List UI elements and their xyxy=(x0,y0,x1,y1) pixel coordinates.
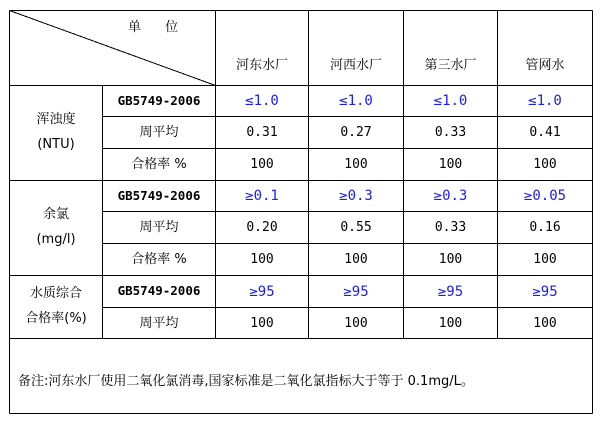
table-cell: ≥0.3 xyxy=(433,188,468,204)
table-cell: 100 xyxy=(438,315,463,331)
table-cell: 100 xyxy=(438,252,463,267)
table-cell: 100 xyxy=(344,252,368,267)
table-cell: 0.33 xyxy=(434,125,467,140)
table-cell: ≥0.3 xyxy=(339,188,373,204)
table-cell: 100 xyxy=(344,157,368,172)
table-cell: 0.27 xyxy=(340,125,372,140)
row-label: GB5749-2006 xyxy=(117,187,201,203)
table-cell: 100 xyxy=(250,315,274,331)
table-cell: ≤1.0 xyxy=(245,93,279,109)
header-col-hedong: 河东水厂 xyxy=(235,57,288,73)
row-label: 周平均 xyxy=(139,220,179,235)
header-col-guanwang: 管网水 xyxy=(525,57,565,73)
table-cell: 100 xyxy=(250,157,274,172)
row-label: 合格率 % xyxy=(131,157,187,172)
header-col-hexi: 河西水厂 xyxy=(329,57,382,73)
table-cell: ≤1.0 xyxy=(433,93,468,109)
table-cell: 0.41 xyxy=(529,125,561,140)
row-label: 周平均 xyxy=(139,315,179,331)
table-cell: ≤1.0 xyxy=(528,93,562,109)
category-turbidity-unit: (NTU) xyxy=(37,137,75,152)
table-cell: 100 xyxy=(250,252,274,267)
table-cell: ≥0.1 xyxy=(245,188,279,204)
category-turbidity-name: 浑浊度 xyxy=(36,112,76,128)
table-cell: ≤1.0 xyxy=(339,93,373,109)
table-cell: 100 xyxy=(438,157,463,172)
category-overall xyxy=(10,276,102,338)
category-chlorine-unit: (mg/l) xyxy=(36,232,76,247)
category-chlorine xyxy=(10,181,102,275)
row-label: 合格率 % xyxy=(131,252,187,267)
row-label: GB5749-2006 xyxy=(117,92,201,108)
table-cell: ≥95 xyxy=(249,283,275,300)
table-cell: 0.31 xyxy=(246,125,278,140)
table-cell: 0.16 xyxy=(529,220,561,235)
table-cell: 0.55 xyxy=(340,220,372,235)
category-turbidity xyxy=(10,86,102,180)
header-unit-label: 单 位 xyxy=(128,20,189,35)
table-cell: ≥95 xyxy=(532,283,558,300)
table-cell: ≥0.05 xyxy=(523,188,567,204)
footnote: 备注:河东水厂使用二氧化氯消毒,国家标准是二氧化氯指标大于等于 0.1mg/L。 xyxy=(18,374,474,389)
table-cell: 0.33 xyxy=(434,220,467,235)
table-cell: ≥95 xyxy=(343,283,369,300)
table-cell: 100 xyxy=(533,252,557,267)
table-cell: 0.20 xyxy=(246,220,278,235)
table-cell: ≥95 xyxy=(437,283,464,300)
category-overall-unit: 合格率(%) xyxy=(25,311,87,326)
table-cell: 100 xyxy=(533,157,557,172)
table-cell: 100 xyxy=(344,315,368,331)
header-col-disan: 第三水厂 xyxy=(424,57,477,73)
category-chlorine-name: 余氯 xyxy=(42,207,69,223)
row-label: GB5749-2006 xyxy=(117,283,201,299)
category-overall-name: 水质综合 xyxy=(29,286,82,302)
row-label: 周平均 xyxy=(139,125,179,140)
table-cell: 100 xyxy=(533,315,557,331)
